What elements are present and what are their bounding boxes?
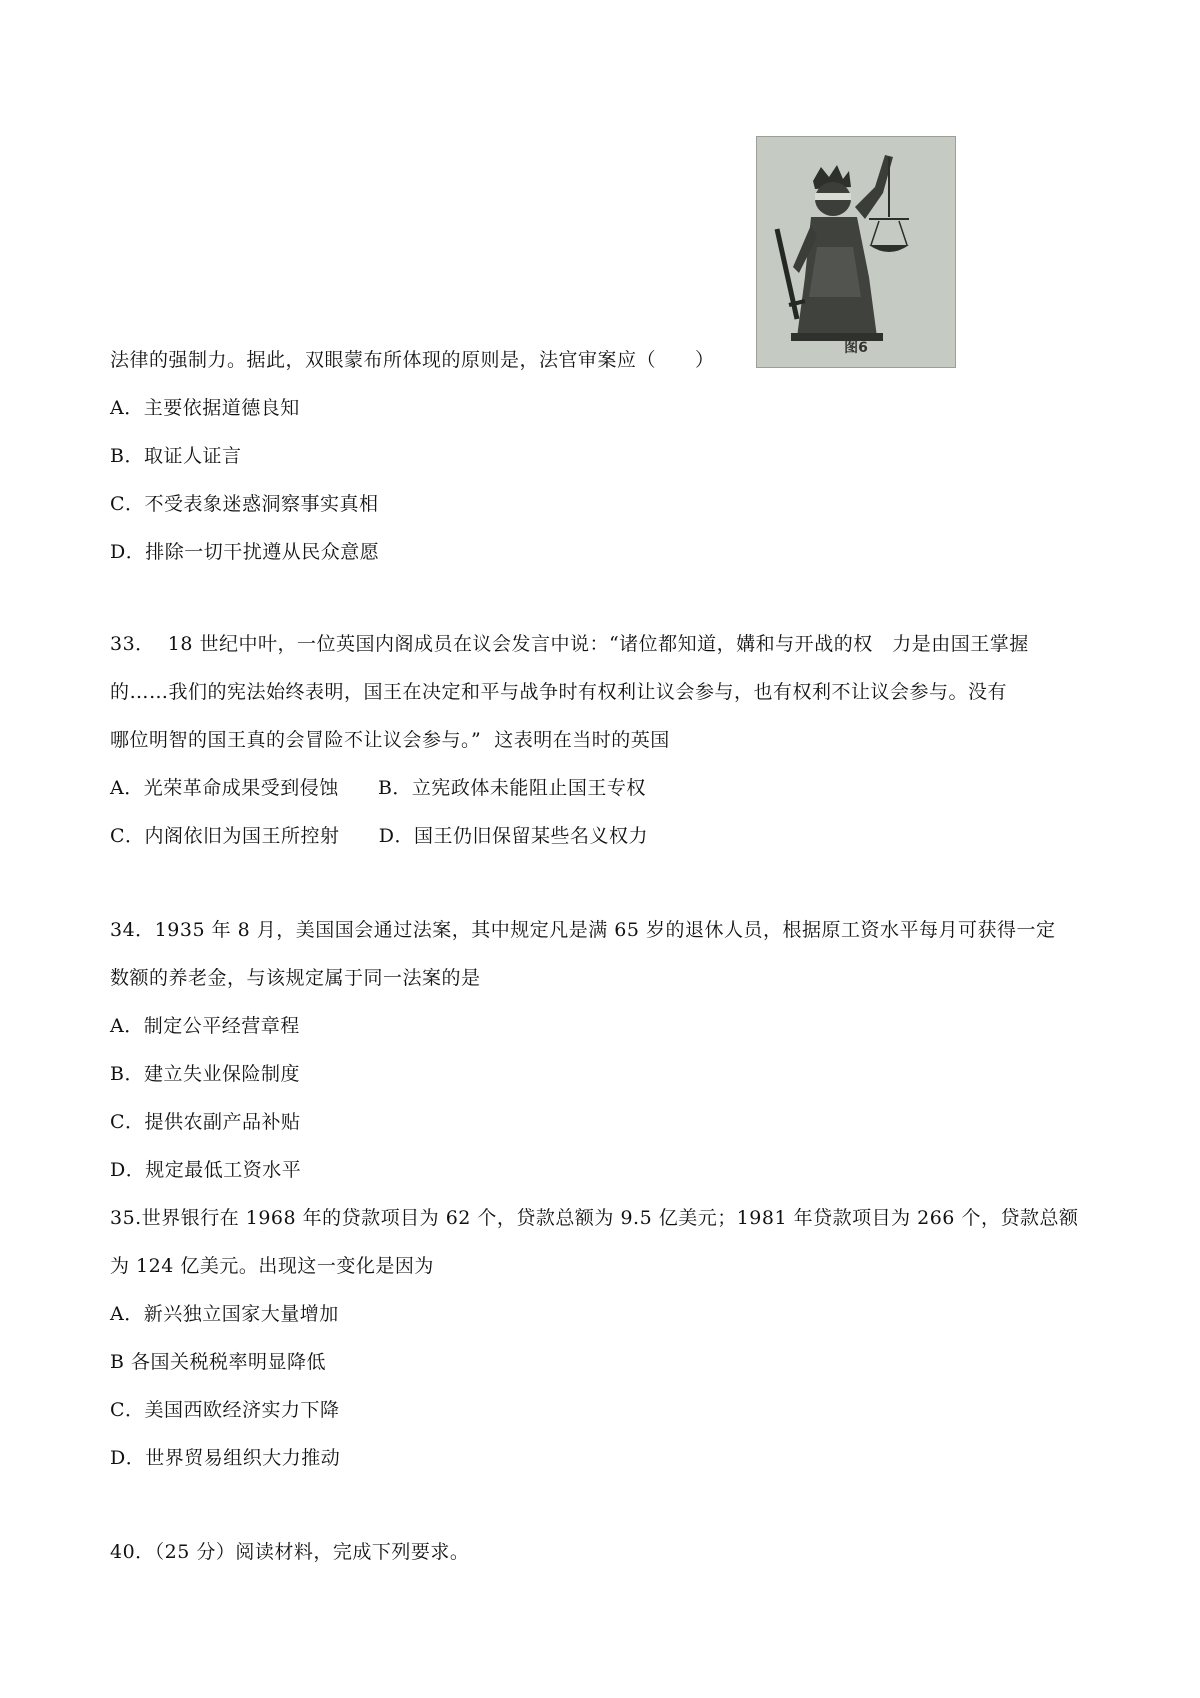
justice-statue-figure [756,136,956,368]
q32-stem-tail: 法律的强制力。据此，双眼蒙布所体现的原则是，法官审案应（ ） [110,349,715,371]
q34-option-a: A．制定公平经营章程 [110,1015,300,1037]
q34-stem-line-1: 34．1935 年 8 月，美国国会通过法案，其中规定凡是满 65 岁的退休人员，根据原工资水平每月可获得一定 [110,919,1056,941]
figure-caption: 图6 [844,340,868,356]
q33-stem-line-1: 33． 18 世纪中叶，一位英国内阁成员在议会发言中说：“诸位都知道，媾和与开战的权 力是由国王掌握 [110,633,1029,655]
q35-option-b: B 各国关税税率明显降低 [110,1351,327,1373]
q32-option-a: A．主要依据道德良知 [110,397,300,419]
q33-options-ab: A．光荣革命成果受到侵蚀 B．立宪政体未能阻止国王专权 [110,777,646,799]
q32-option-c: C．不受表象迷惑洞察事实真相 [110,493,379,515]
q35-option-a: A．新兴独立国家大量增加 [110,1303,339,1325]
q33-options-cd: C．内阁依旧为国王所控射 D．国王仍旧保留某些名义权力 [110,825,649,847]
q33-stem-line-3: 哪位明智的国王真的会冒险不让议会参与。” 这表明在当时的英国 [110,729,670,751]
q35-stem-line-2: 为 124 亿美元。出现这一变化是因为 [110,1255,434,1277]
q35-option-d: D．世界贸易组织大力推动 [110,1447,341,1469]
q33-stem-line-2: 的……我们的宪法始终表明，国王在决定和平与战争时有权利让议会参与，也有权利不让议会参与。没有 [110,681,1008,703]
q34-option-d: D．规定最低工资水平 [110,1159,302,1181]
justice-statue-icon [757,137,956,368]
q32-option-d: D．排除一切干扰遵从民众意愿 [110,541,380,563]
q34-stem-line-2: 数额的养老金，与该规定属于同一法案的是 [110,967,481,989]
q40-stem: 40．（25 分）阅读材料，完成下列要求。 [110,1541,470,1563]
q35-option-c: C．美国西欧经济实力下降 [110,1399,340,1421]
q34-option-b: B．建立失业保险制度 [110,1063,300,1085]
q32-option-b: B．取证人证言 [110,445,242,467]
q34-option-c: C．提供农副产品补贴 [110,1111,301,1133]
q35-stem-line-1: 35.世界银行在 1968 年的贷款项目为 62 个，贷款总额为 9.5 亿美元；1981 年贷款项目为 266 个，贷款总额 [110,1207,1079,1229]
